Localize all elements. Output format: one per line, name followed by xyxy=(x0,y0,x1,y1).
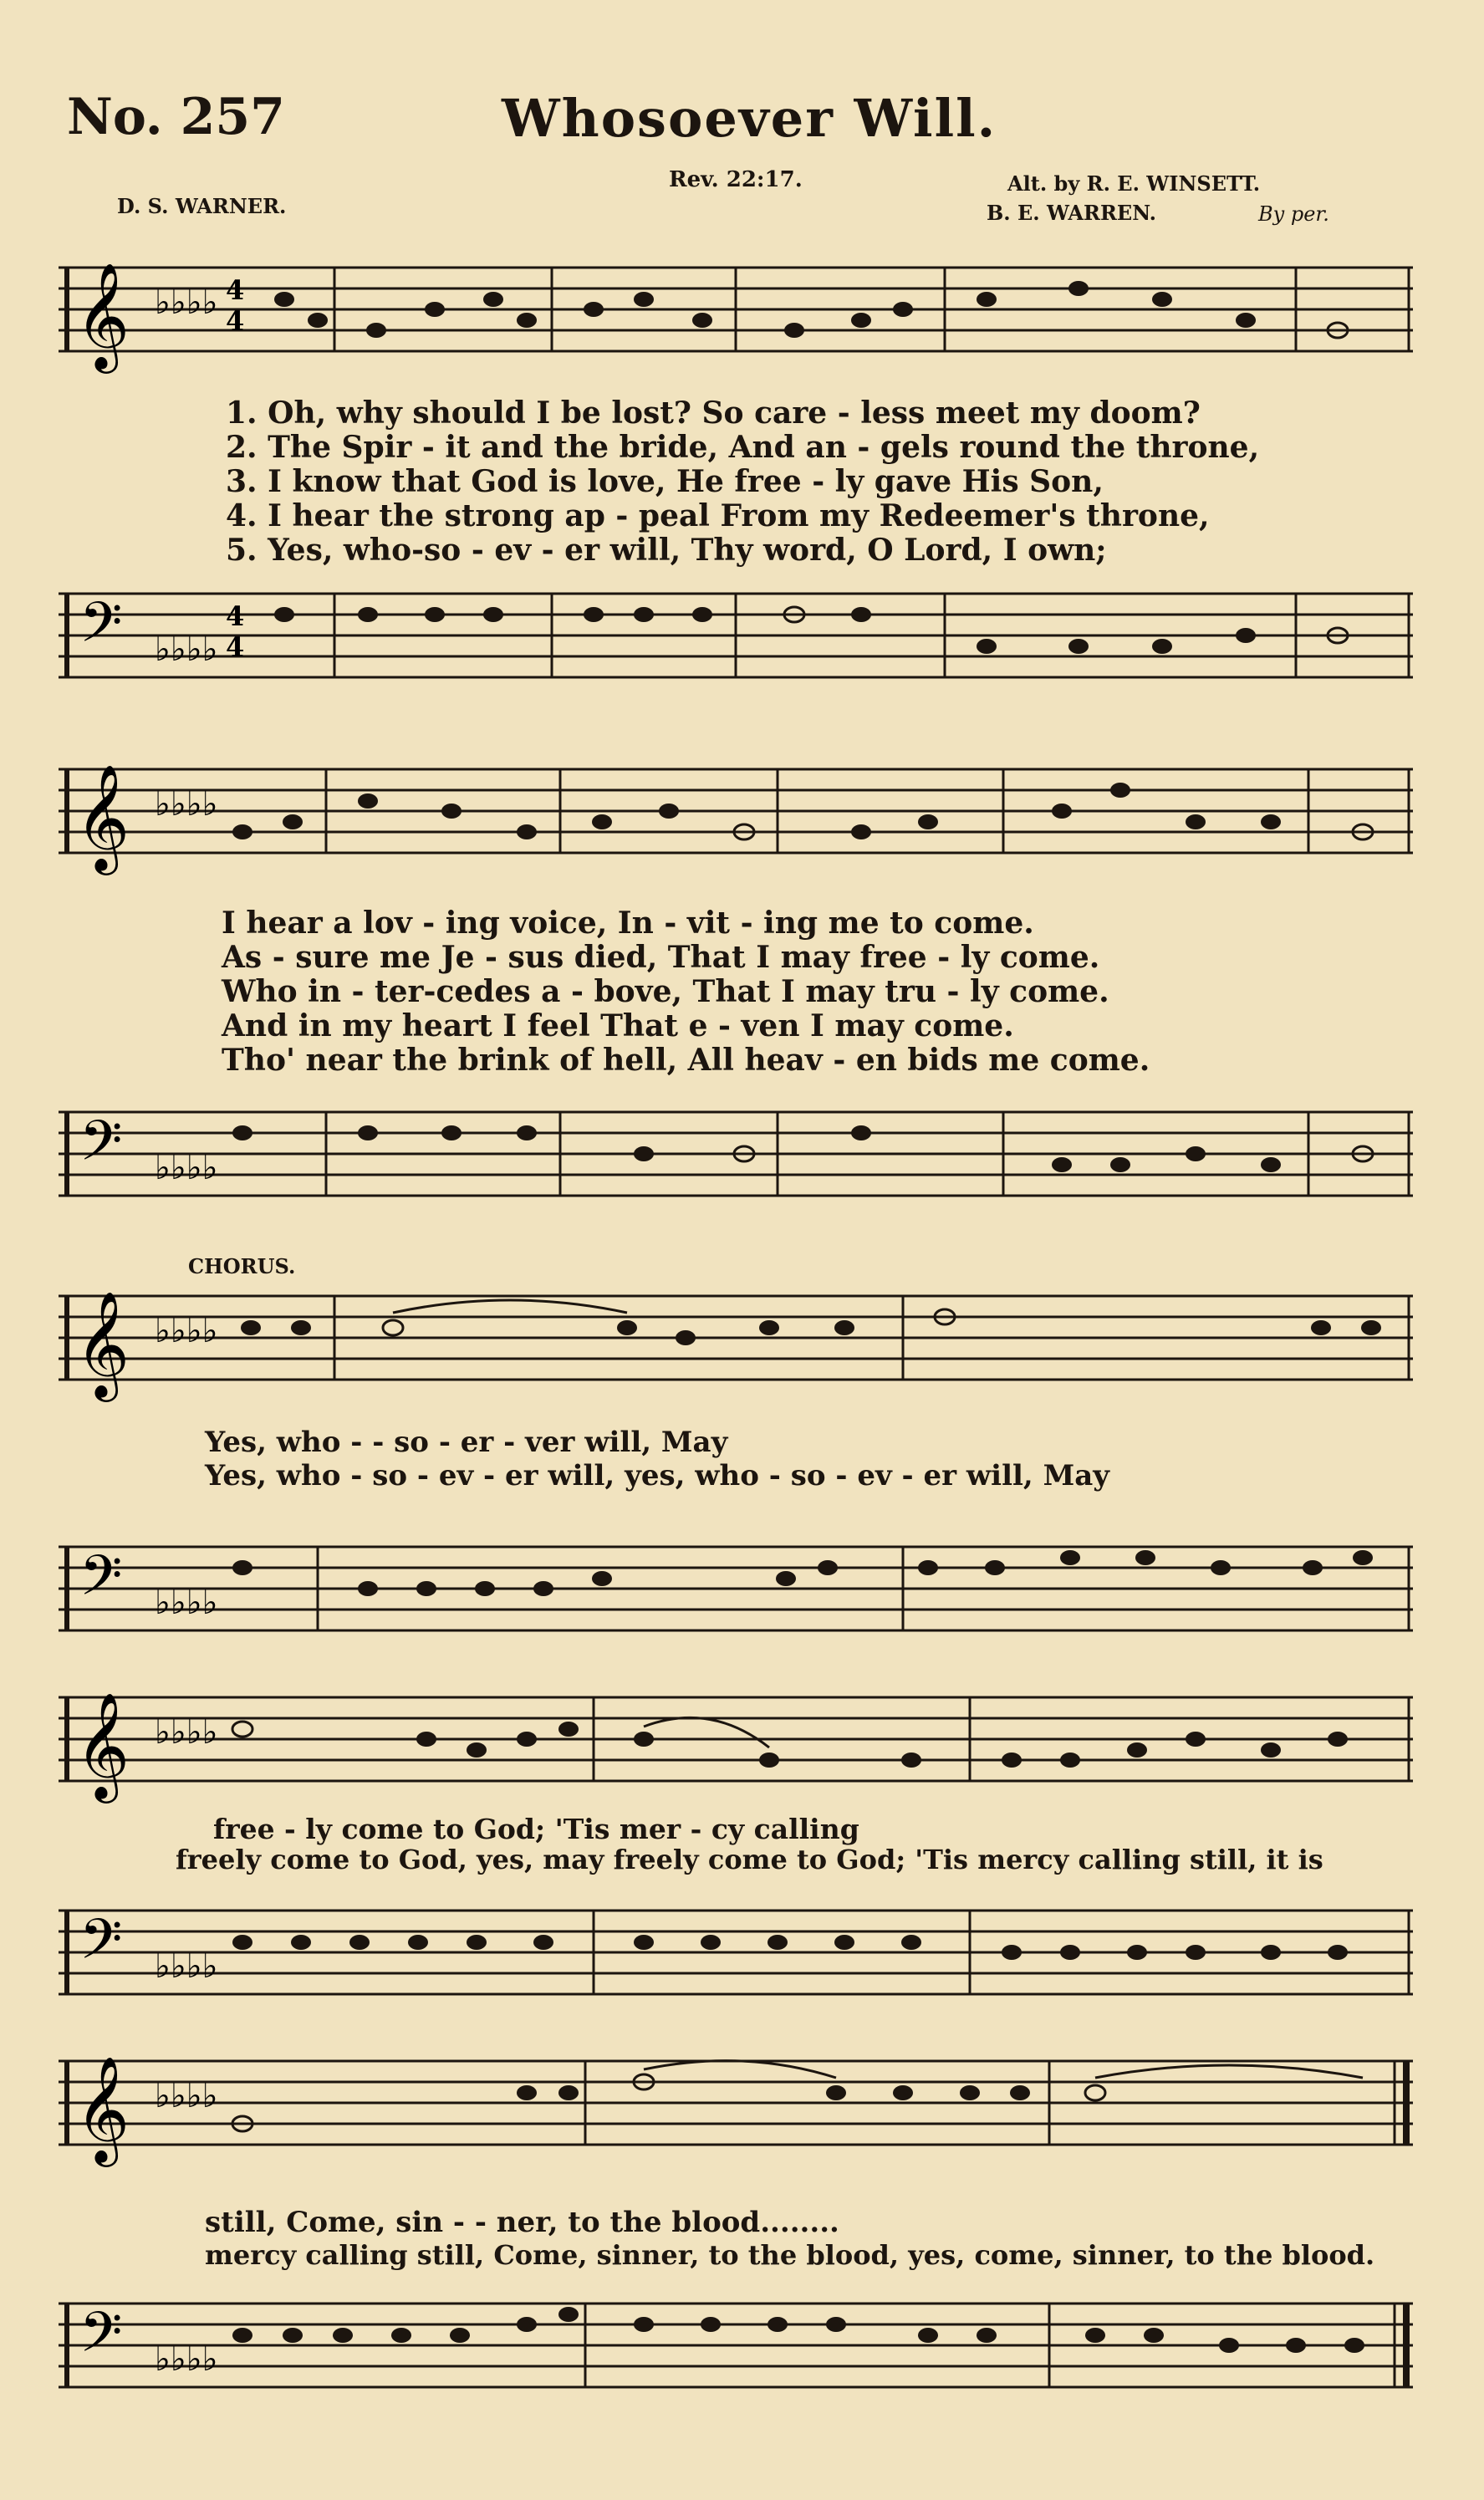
chorus-line3-top: still, Come, sin - - ner, to the blood........ xyxy=(205,2206,839,2239)
chorus-line3-bottom: mercy calling still, Come, sinner, to the blood, yes, come, sinner, to the blood. xyxy=(205,2239,1375,2271)
treble-staff-system-2 xyxy=(59,753,1413,886)
verse-5-line1: 5. Yes, who-so - ev - er will, Thy word, O Lord, I own; xyxy=(226,533,1107,568)
chorus-line2-bottom: freely come to God, yes, may freely come to God; 'Tis mercy calling still, it is xyxy=(176,1844,1323,1875)
svg-text:♭♭♭♭: ♭♭♭♭ xyxy=(155,1713,218,1752)
chorus-line1-bottom: Yes, who - so - ev - er will, yes, who - so - ev - er will, May xyxy=(205,1459,1109,1492)
svg-text:♭♭♭♭: ♭♭♭♭ xyxy=(155,1947,218,1986)
verse-5-line2: Tho' near the brink of hell, All heav - en bids me come. xyxy=(222,1043,1150,1078)
svg-text:𝄢: 𝄢 xyxy=(79,2300,123,2378)
svg-text:𝄞: 𝄞 xyxy=(75,2055,130,2162)
treble-staff-system-1 xyxy=(59,251,1413,385)
bass-staff-system-5 xyxy=(59,2287,1413,2421)
svg-text:𝄞: 𝄞 xyxy=(75,1691,130,1798)
verse-block-line2 xyxy=(222,906,1150,1078)
alt-credit: Alt. by R. E. WINSETT. xyxy=(1007,171,1261,196)
svg-text:♭♭♭♭: ♭♭♭♭ xyxy=(155,283,218,322)
svg-text:4: 4 xyxy=(226,631,245,663)
bass-staff-system-1 xyxy=(59,577,1413,711)
verse-2-line2: As - sure me Je - sus died, That I may free - ly come. xyxy=(222,940,1100,975)
bass-staff-system-4 xyxy=(59,1894,1413,2028)
verse-1-line1: 1. Oh, why should I be lost? So care - less meet my doom? xyxy=(226,395,1201,431)
svg-text:♭♭♭♭: ♭♭♭♭ xyxy=(155,1584,218,1622)
svg-text:♭♭♭♭: ♭♭♭♭ xyxy=(155,2077,218,2115)
permission-note: By per. xyxy=(1258,202,1329,226)
treble-staff-system-4 xyxy=(59,1681,1413,1814)
svg-text:♭♭♭♭: ♭♭♭♭ xyxy=(155,630,218,669)
svg-text:𝄞: 𝄞 xyxy=(75,262,130,369)
treble-staff-system-3 xyxy=(59,1279,1413,1413)
svg-text:4: 4 xyxy=(226,600,245,632)
svg-text:♭♭♭♭: ♭♭♭♭ xyxy=(155,1312,218,1350)
svg-text:4: 4 xyxy=(226,305,245,337)
svg-text:𝄞: 𝄞 xyxy=(75,1290,130,1397)
svg-text:𝄢: 𝄢 xyxy=(79,590,123,668)
svg-text:𝄞: 𝄞 xyxy=(75,763,130,870)
verse-3-line2: Who in - ter-cedes a - bove, That I may tru - ly come. xyxy=(222,974,1109,1009)
verse-2-line1: 2. The Spir - it and the bride, And an - gels round the throne, xyxy=(226,430,1260,465)
treble-staff-system-5 xyxy=(59,2044,1413,2178)
svg-text:𝄢: 𝄢 xyxy=(79,1907,123,1985)
scripture-reference: Rev. 22:17. xyxy=(669,167,803,192)
svg-text:♭♭♭♭: ♭♭♭♭ xyxy=(155,1149,218,1187)
svg-text:♭♭♭♭: ♭♭♭♭ xyxy=(155,2340,218,2379)
music-credit: B. E. WARREN. xyxy=(987,201,1156,225)
hymn-title: Whosoever Will. xyxy=(502,88,997,149)
chorus-label: CHORUS. xyxy=(188,1254,296,1278)
verse-4-line1: 4. I hear the strong ap - peal From my Redeemer's throne, xyxy=(226,498,1210,533)
verse-3-line1: 3. I know that God is love, He free - ly gave His Son, xyxy=(226,464,1104,499)
verse-block-line1 xyxy=(226,396,1259,568)
hymn-number: No. 257 xyxy=(67,88,285,146)
svg-text:𝄢: 𝄢 xyxy=(79,1543,123,1621)
bass-staff-system-2 xyxy=(59,1095,1413,1229)
chorus-line1-top: Yes, who - - so - er - ver will, May xyxy=(205,1426,728,1459)
svg-text:4: 4 xyxy=(226,274,245,306)
svg-text:𝄢: 𝄢 xyxy=(79,1109,123,1186)
verse-1-line2: I hear a lov - ing voice, In - vit - ing me to come. xyxy=(222,906,1034,941)
words-credit: D. S. WARNER. xyxy=(117,194,287,218)
verse-4-line2: And in my heart I feel That e - ven I may come. xyxy=(222,1008,1014,1043)
bass-staff-system-3 xyxy=(59,1530,1413,1664)
chorus-line2-top: free - ly come to God; 'Tis mer - cy calling xyxy=(213,1813,859,1845)
svg-text:♭♭♭♭: ♭♭♭♭ xyxy=(155,785,218,824)
